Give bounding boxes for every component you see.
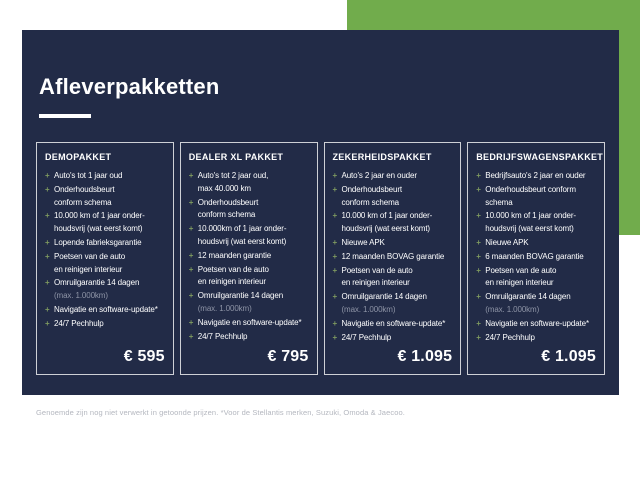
feature-text: [342, 251, 455, 264]
feature-item: [189, 223, 311, 249]
feature-line: Navigatie en software-update*: [485, 318, 589, 328]
feature-item: [476, 265, 598, 291]
feature-line: Auto's tot 1 jaar oud: [54, 171, 123, 180]
plus-icon: +: [332, 292, 338, 302]
feature-item: [189, 317, 311, 330]
feature-line: houdsvrij (wat eerst komt): [197, 236, 287, 246]
feature-item: [189, 197, 311, 223]
plus-icon: +: [45, 318, 50, 328]
feature-item: [333, 170, 455, 183]
feature-line: 10.000 km of 1 jaar onder-: [341, 211, 433, 221]
feature-line: (max. 1.000km): [197, 303, 252, 313]
feature-line: Omruilgarantie 14 dagen: [197, 291, 284, 301]
feature-text: [342, 210, 455, 236]
feature-line: Poetsen van de auto: [485, 265, 557, 275]
feature-item: [476, 332, 598, 345]
plus-icon: +: [332, 211, 338, 221]
feature-line: Nieuwe APK: [341, 237, 385, 247]
feature-text: [342, 291, 455, 317]
feature-text: [485, 332, 598, 345]
feature-list: [333, 170, 455, 345]
feature-text: [198, 170, 311, 196]
feature-line: 12 maanden BOVAG garantie: [341, 251, 445, 261]
plus-icon: +: [45, 211, 50, 221]
feature-line: 10.000km of 1 jaar onder-: [197, 224, 287, 234]
package-card: [36, 142, 174, 375]
feature-item: [45, 170, 167, 183]
feature-text: [342, 332, 455, 345]
feature-text: [485, 170, 598, 183]
feature-line: Onderhoudsbeurt: [341, 184, 402, 194]
feature-text: [54, 210, 167, 236]
feature-line: Poetsen van de auto: [341, 265, 413, 275]
feature-text: [485, 184, 598, 210]
feature-line: schema: [485, 197, 513, 207]
feature-line: conform schema: [54, 197, 112, 207]
feature-line: Onderhoudsbeurt conform: [485, 184, 576, 194]
feature-item: [333, 251, 455, 264]
feature-item: [45, 237, 167, 250]
feature-item: [189, 170, 311, 196]
feature-line: Auto's tot 2 jaar oud,: [197, 171, 269, 180]
feature-line: Bedrijfsauto's 2 jaar en ouder: [485, 171, 586, 180]
feature-item: [476, 251, 598, 264]
plus-icon: +: [188, 197, 194, 207]
plus-icon: +: [45, 184, 50, 194]
feature-line: Omruilgarantie 14 dagen: [54, 278, 140, 288]
plus-icon: +: [476, 171, 481, 180]
plus-icon: +: [332, 237, 338, 247]
feature-text: [342, 170, 455, 183]
feature-text: [342, 184, 455, 210]
feature-item: [45, 184, 167, 210]
feature-item: [476, 318, 598, 331]
plus-icon: +: [476, 332, 481, 342]
feature-line: Poetsen van de auto: [197, 264, 269, 274]
plus-icon: +: [332, 171, 338, 180]
feature-line: 12 maanden garantie: [197, 250, 272, 260]
feature-text: [54, 184, 167, 210]
plus-icon: +: [188, 250, 194, 260]
feature-text: [198, 223, 311, 249]
feature-item: [45, 210, 167, 236]
plus-icon: +: [332, 332, 338, 342]
feature-text: [198, 317, 311, 330]
feature-text: [54, 237, 167, 250]
plus-icon: +: [476, 237, 481, 247]
feature-line: 10.000 km of 1 jaar onder-: [485, 211, 576, 221]
feature-text: [54, 318, 167, 331]
plus-icon: +: [188, 171, 194, 180]
plus-icon: +: [476, 184, 481, 194]
feature-item: [333, 291, 455, 317]
plus-icon: +: [476, 251, 481, 261]
feature-text: [54, 251, 167, 277]
feature-text: [198, 250, 311, 263]
plus-icon: +: [332, 265, 338, 275]
feature-item: [189, 250, 311, 263]
feature-line: max 40.000 km: [197, 183, 251, 193]
feature-item: [189, 264, 311, 290]
feature-item: [333, 237, 455, 250]
package-name: DEMOPAKKET: [45, 152, 112, 162]
feature-item: [476, 291, 598, 317]
plus-icon: +: [476, 211, 481, 221]
feature-item: [333, 265, 455, 291]
feature-line: Lopende fabrieksgarantie: [54, 237, 142, 247]
feature-item: [476, 184, 598, 210]
plus-icon: +: [45, 304, 50, 314]
package-price: € 1.095: [397, 348, 453, 365]
feature-list: [189, 170, 311, 344]
package-card: [467, 142, 605, 375]
footnote: Genoemde zijn nog niet verwerkt in getoonde prijzen. *Voor de Stellantis merken, Suzuki, Omoda & Jaecoo.: [36, 408, 405, 417]
feature-line: houdsvrij (wat eerst komt): [485, 224, 574, 234]
feature-line: 24/7 Pechhulp: [54, 318, 104, 328]
feature-text: [54, 277, 167, 303]
feature-text: [342, 265, 455, 291]
slide-panel: [22, 30, 619, 395]
plus-icon: +: [45, 251, 50, 261]
feature-item: [333, 318, 455, 331]
feature-text: [485, 237, 598, 250]
plus-icon: +: [476, 265, 481, 275]
package-card: [180, 142, 318, 375]
feature-text: [485, 251, 598, 264]
feature-line: houdsvrij (wat eerst komt): [341, 224, 430, 234]
feature-line: Onderhoudsbeurt: [197, 197, 259, 207]
feature-text: [485, 210, 598, 236]
feature-text: [485, 318, 598, 331]
plus-icon: +: [45, 171, 50, 180]
plus-icon: +: [188, 264, 194, 274]
feature-line: 6 maanden BOVAG garantie: [485, 251, 584, 261]
packages-row: [36, 142, 605, 375]
feature-line: Poetsen van de auto: [54, 251, 126, 261]
feature-text: [198, 290, 311, 316]
feature-line: Omruilgarantie 14 dagen: [341, 292, 427, 302]
feature-item: [333, 184, 455, 210]
plus-icon: +: [332, 184, 338, 194]
feature-item: [476, 210, 598, 236]
plus-icon: +: [45, 278, 50, 288]
feature-text: [198, 331, 311, 344]
plus-icon: +: [188, 317, 194, 327]
plus-icon: +: [45, 237, 50, 247]
plus-icon: +: [188, 291, 194, 301]
feature-line: en reinigen interieur: [197, 277, 266, 287]
feature-line: en reinigen interieur: [54, 264, 123, 274]
feature-item: [45, 318, 167, 331]
feature-line: (max. 1.000km): [54, 291, 108, 301]
plus-icon: +: [476, 292, 481, 302]
page-title: Afleverpakketten: [39, 74, 220, 99]
feature-item: [476, 237, 598, 250]
package-price: € 795: [267, 348, 309, 365]
feature-line: Auto's 2 jaar en ouder: [341, 171, 417, 180]
feature-line: conform schema: [197, 210, 256, 220]
package-card: [324, 142, 462, 375]
feature-item: [45, 277, 167, 303]
feature-line: (max. 1.000km): [341, 304, 396, 314]
feature-item: [45, 251, 167, 277]
feature-line: houdsvrij (wat eerst komt): [54, 224, 143, 234]
feature-text: [198, 197, 311, 223]
feature-line: conform schema: [341, 197, 399, 207]
feature-text: [485, 291, 598, 317]
feature-line: 10.000 km of 1 jaar onder-: [54, 211, 145, 221]
feature-item: [45, 304, 167, 317]
feature-text: [54, 304, 167, 317]
feature-item: [189, 331, 311, 344]
feature-line: Navigatie en software-update*: [197, 317, 302, 327]
plus-icon: +: [188, 331, 194, 341]
feature-text: [54, 170, 167, 183]
package-price: € 595: [123, 348, 165, 365]
feature-line: 24/7 Pechhulp: [197, 331, 248, 341]
feature-line: 24/7 Pechhulp: [341, 332, 392, 342]
feature-text: [198, 264, 311, 290]
feature-item: [476, 170, 598, 183]
feature-line: Navigatie en software-update*: [341, 318, 446, 328]
feature-list: [45, 170, 167, 332]
feature-item: [333, 210, 455, 236]
package-price: € 1.095: [541, 348, 596, 365]
feature-line: Nieuwe APK: [485, 237, 529, 247]
plus-icon: +: [476, 318, 481, 328]
feature-item: [333, 332, 455, 345]
package-name: DEALER XL PAKKET: [188, 152, 284, 162]
package-name: BEDRIJFSWAGENSPAKKET: [476, 152, 604, 162]
feature-line: en reinigen interieur: [341, 278, 410, 288]
feature-line: 24/7 Pechhulp: [485, 332, 535, 342]
title-underline: [39, 114, 91, 118]
feature-text: [342, 237, 455, 250]
feature-line: Onderhoudsbeurt: [54, 184, 115, 194]
feature-line: Omruilgarantie 14 dagen: [485, 292, 571, 302]
feature-line: en reinigen interieur: [485, 278, 554, 288]
feature-line: (max. 1.000km): [485, 304, 540, 314]
plus-icon: +: [188, 224, 194, 234]
feature-line: Navigatie en software-update*: [54, 304, 158, 314]
plus-icon: +: [332, 251, 338, 261]
feature-list: [476, 170, 598, 345]
feature-text: [342, 318, 455, 331]
feature-item: [189, 290, 311, 316]
plus-icon: +: [332, 318, 338, 328]
package-name: ZEKERHEIDSPAKKET: [332, 152, 432, 162]
feature-text: [485, 265, 598, 291]
